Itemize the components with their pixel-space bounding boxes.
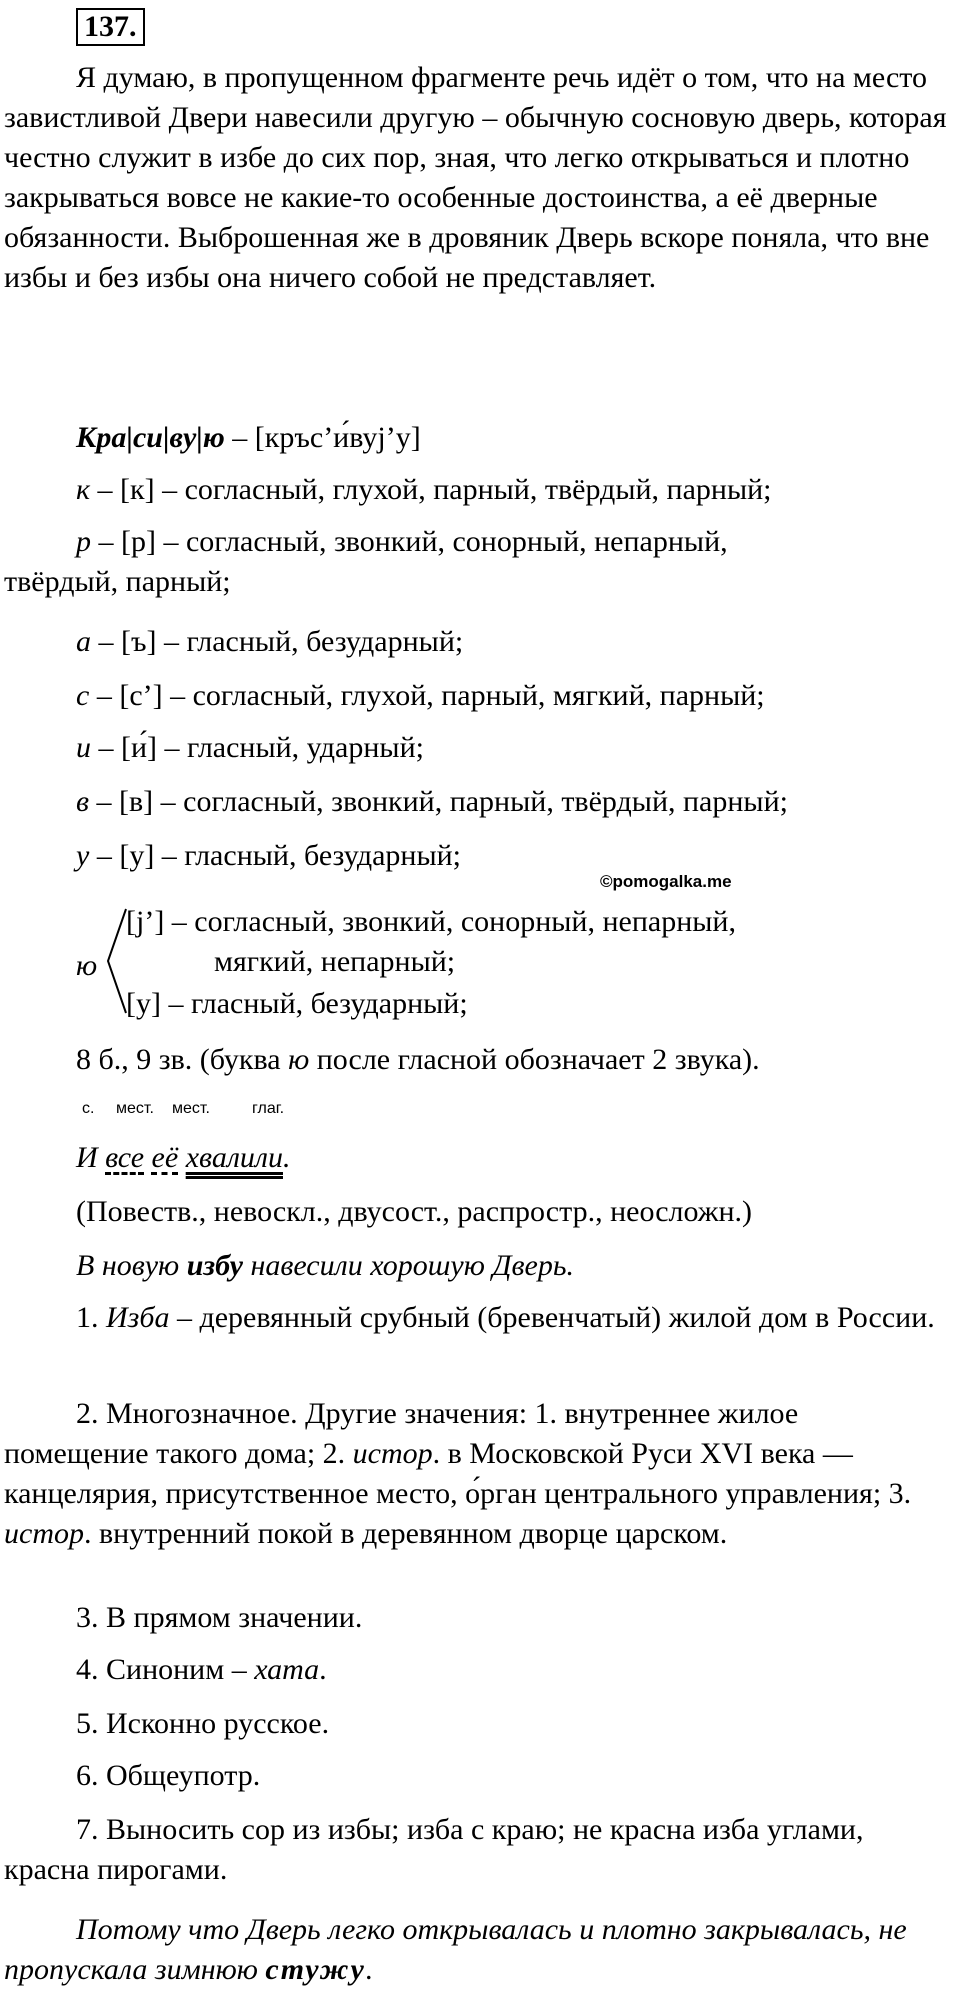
sentence-analysis: (Повеств., невоскл., двусост., распростр., неосложн.) (76, 1195, 753, 1228)
sound-row (76, 676, 765, 716)
parse-label: глаг. (252, 1100, 285, 1117)
sound-row (76, 622, 463, 662)
parse-label: мест. (172, 1100, 210, 1117)
phonetic-transcription: [кръс’и́вуj’у] (254, 421, 421, 454)
sound-row (76, 470, 772, 510)
phonetic-header (76, 418, 421, 458)
item-1: 1. Изба – деревянный срубный (бревенчатый) жилой дом в России. (76, 1301, 935, 1334)
yu-sound-1: [j’] – согласный, звонкий, сонорный, непарный, (126, 905, 736, 938)
example-sentence-2: В новую избу навесили хорошую Дверь. (76, 1249, 574, 1282)
sound-letter: к (76, 473, 91, 506)
task-number: 137. (76, 8, 145, 46)
item-3: 3. В прямом значении. (76, 1601, 363, 1634)
sound-desc: – [р] – согласный, звонкий, сонорный, непарный, (91, 525, 728, 558)
sound-desc: – [и́] – гласный, ударный; (91, 731, 424, 764)
yu-letter: ю (76, 949, 98, 982)
letter-sound-count: 8 б., 9 зв. (буква ю после гласной обозначает 2 звука). (76, 1043, 760, 1076)
sound-letter: у (76, 839, 90, 872)
sound-row (76, 782, 788, 822)
phonetic-dash: – (224, 421, 255, 454)
item-7: 7. Выносить сор из избы; изба с краю; не красна изба углами, красна пирогами. (4, 1813, 864, 1886)
final-sentence: Потому что Дверь легко открывалась и плотно закрывалась, не пропускала зимнюю стужу. (4, 1913, 907, 1986)
sound-desc: – [с’] – согласный, глухой, парный, мягкий, парный; (89, 679, 765, 712)
sound-desc: – [ъ] – гласный, безударный; (91, 625, 464, 658)
sound-letter: р (76, 525, 91, 558)
sound-row (76, 522, 728, 562)
item-2: 2. Многозначное. Другие значения: 1. внутреннее жилое помещение такого дома; 2. истор. в Московской Руси XVI века — канцелярия, присутственное место, о́рган центрального управления; 3. истор. внутренний покой в деревянном дворце царском. (4, 1397, 912, 1550)
sound-letter: и (76, 731, 91, 764)
sound-letter: с (76, 679, 90, 712)
sound-row (76, 836, 461, 876)
yu-sound-1-cont: мягкий, непарный; (214, 945, 456, 978)
intro-paragraph: Я думаю, в пропущенном фрагменте речь идёт о том, что на место завистливой Двери навесили другую – обычную сосновую дверь, которая честно служит в избе до сих пор, зная, что легко открываться и плотно закрываться вовсе не какие-то особенные достоинства, а её дверные обязанности. Выброшенная же в дровяник Дверь вскоре поняла, что вне избы и без избы она ничего собой не представляет. (4, 61, 947, 294)
phonetic-word: Кра|си|ву|ю (76, 421, 225, 454)
sound-letter: а (76, 625, 91, 658)
sound-letter: в (76, 785, 90, 818)
watermark: ©pomogalka.me (600, 872, 732, 891)
parse-label: с. (82, 1100, 95, 1117)
item-4: 4. Синоним – хата. (76, 1653, 327, 1686)
example-sentence-1: И все её хвалили. (76, 1141, 291, 1174)
item-5: 5. Исконно русское. (76, 1707, 330, 1740)
item-6: 6. Общеупотр. (76, 1759, 261, 1792)
sound-desc: – [в] – согласный, звонкий, парный, твёрдый, парный; (89, 785, 788, 818)
sound-row-continued: твёрдый, парный; (4, 565, 231, 598)
yu-sound-2: [у] – гласный, безударный; (126, 987, 468, 1020)
sound-desc: – [у] – гласный, безударный; (89, 839, 462, 872)
sound-desc: – [к] – согласный, глухой, парный, твёрдый, парный; (90, 473, 772, 506)
brace-icon (104, 905, 128, 1017)
sound-row (76, 728, 424, 768)
parse-label: мест. (116, 1100, 154, 1117)
